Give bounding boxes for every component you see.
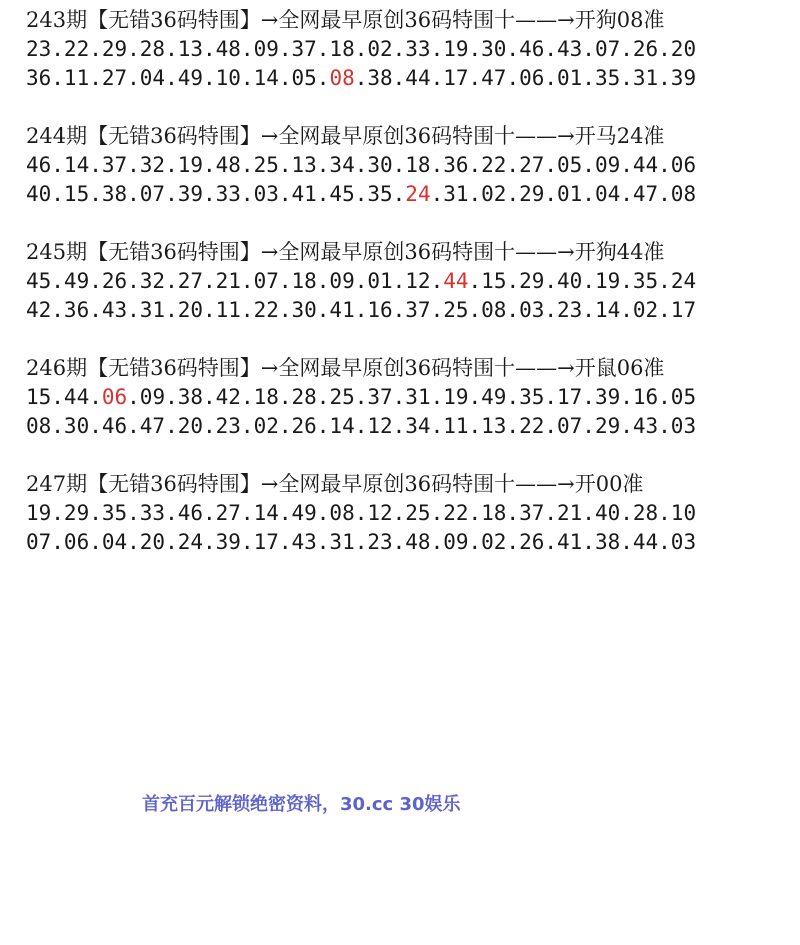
numbers: 08.30.46.47.20.23.02.26.14.12.34.11.13.22.07.29.43.03 [26,414,697,438]
number-row [26,180,796,209]
numbers: .15.29.40.19.35.24 [468,269,697,293]
numbers: 15.44. [26,385,102,409]
numbers: 36.11.27.04.49.10.14.05. [26,66,330,90]
period-block-243 [26,6,796,93]
prediction-list [26,6,796,586]
numbers: 45.49.26.32.27.21.07.18.09.01.12. [26,269,444,293]
number-row [26,64,796,93]
period-block-244 [26,122,796,209]
highlighted-number: 06 [101,385,128,409]
numbers: 19.29.35.33.46.27.14.49.08.12.25.22.18.37.21.40.28.10 [26,501,697,525]
period-block-246 [26,354,796,441]
highlighted-number: 08 [329,66,355,90]
number-row [26,296,796,325]
number-row [26,528,796,557]
number-row [26,499,796,528]
promo-banner[interactable] [142,790,461,816]
numbers: 40.15.38.07.39.33.03.41.45.35. [26,182,406,206]
numbers: 23.22.29.28.13.48.09.37.18.02.33.19.30.46.43.07.26.20 [26,37,697,61]
numbers: .38.44.17.47.06.01.35.31.39 [354,66,697,90]
period-block-245 [26,238,796,325]
highlighted-number: 24 [405,182,431,206]
numbers: 42.36.43.31.20.11.22.30.41.16.37.25.08.03.23.14.02.17 [26,298,697,322]
number-row [26,151,796,180]
number-row [26,412,796,441]
number-row [26,267,796,296]
numbers: .31.02.29.01.04.47.08 [430,182,697,206]
promo-link[interactable]: 首充百元解锁绝密资料，30.cc 30娱乐 [142,794,461,815]
period-title: 247期【无错36码特围】→全网最早原创36码特围十——→开00准 [26,472,644,496]
period-title: 245期【无错36码特围】→全网最早原创36码特围十——→开狗44准 [26,240,665,264]
period-title: 246期【无错36码特围】→全网最早原创36码特围十——→开鼠06准 [26,356,665,380]
number-row [26,383,796,412]
number-row [26,35,796,64]
period-block-247 [26,470,796,557]
period-title: 243期【无错36码特围】→全网最早原创36码特围十——→开狗08准 [26,8,665,32]
highlighted-number: 44 [443,269,469,293]
numbers: .09.38.42.18.28.25.37.31.19.49.35.17.39.16.05 [127,385,697,409]
period-title: 244期【无错36码特围】→全网最早原创36码特围十——→开马24准 [26,124,665,148]
numbers: 46.14.37.32.19.48.25.13.34.30.18.36.22.27.05.09.44.06 [26,153,697,177]
numbers: 07.06.04.20.24.39.17.43.31.23.48.09.02.26.41.38.44.03 [26,530,697,554]
